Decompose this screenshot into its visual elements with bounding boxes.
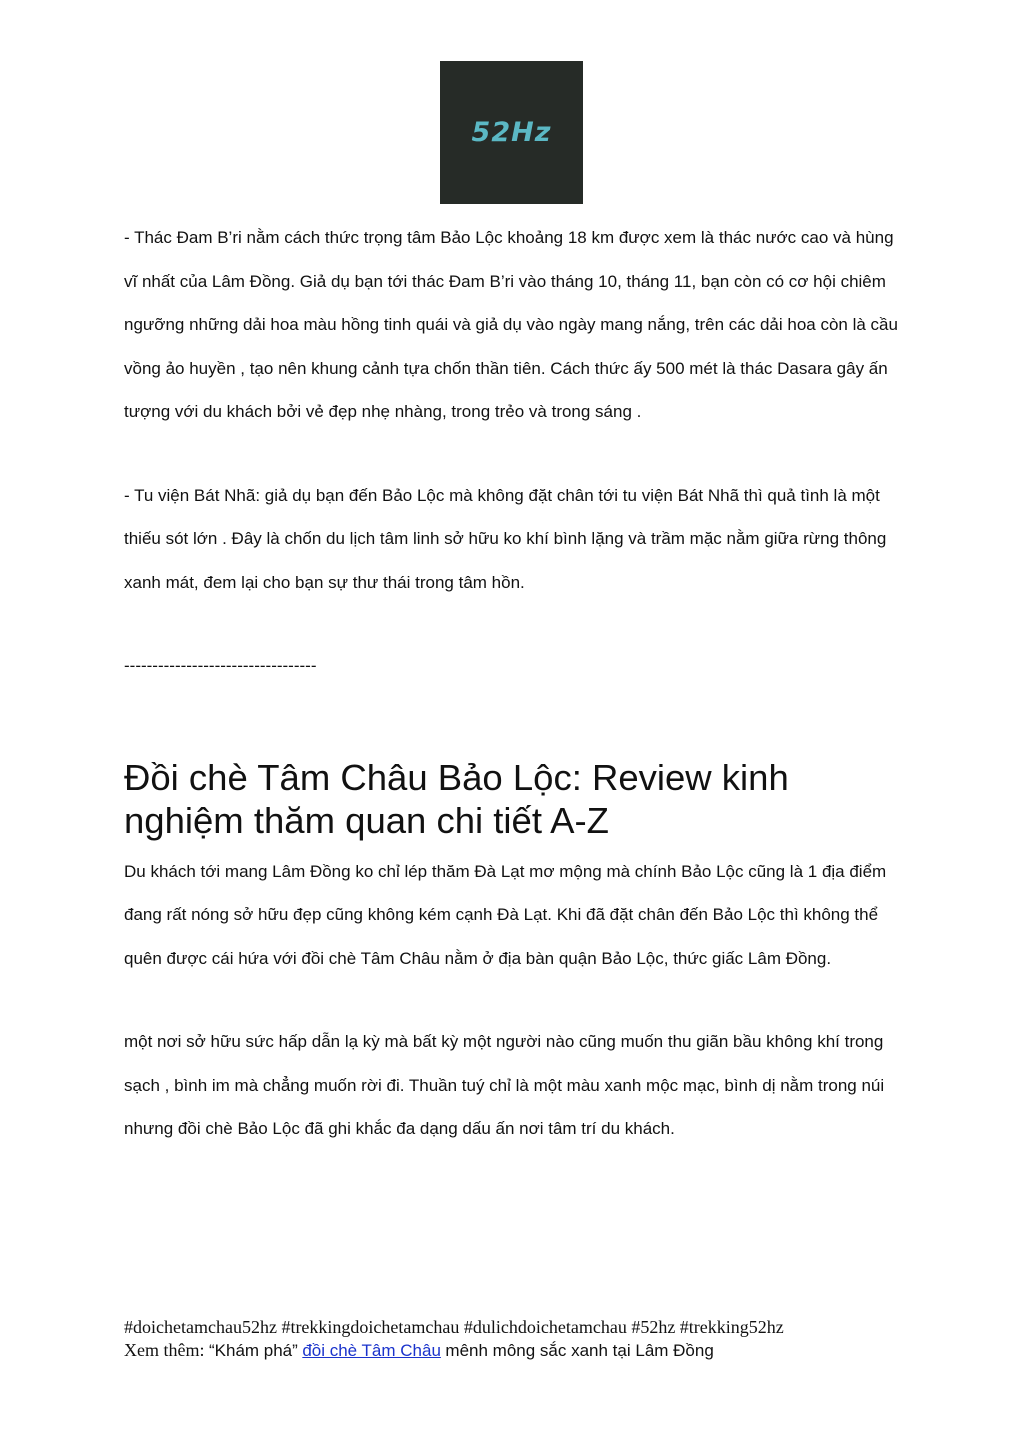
paragraph-intro: Du khách tới mang Lâm Đồng ko chỉ lép thăm Đà Lạt mơ mộng mà chính Bảo Lộc cũng là 1 địa điểm đang rất nóng sở hữu đẹp cũng không kém cạnh Đà Lạt. Khi đã đặt chân đến Bảo Lộc thì không thể quên được cái hứa với đồi chè Tâm Châu nằm ở địa bàn quận Bảo Lộc, thức giấc Lâm Đồng. [124,861,887,968]
paragraph-description: một nơi sở hữu sức hấp dẫn lạ kỳ mà bất kỳ một người nào cũng muốn thu giãn bầu không khí trong sạch , bình im mà chẳng muốn rời đi. Thuần tuý chỉ là một màu xanh mộc mạc, bình dị nằm trong núi nhưng đồi chè Bảo Lộc đã ghi khắc đa dạng dấu ấn nơi tâm trí du khách. [124,1032,885,1138]
footer [124,1316,904,1362]
logo [440,61,583,204]
article-heading: Đồi chè Tâm Châu Bảo Lộc: Review kinh nghiệm thăm quan chi tiết A-Z [124,756,789,841]
document-body [124,216,904,1151]
paragraph-dam-bri: - Thác Đam B’ri nằm cách thức trọng tâm Bảo Lộc khoảng 18 km được xem là thác nước cao và hùng vĩ nhất của Lâm Đồng. Giả dụ bạn tới thác Đam B’ri vào tháng 10, tháng 11, bạn còn có cơ hội chiêm ngưỡng những dải hoa màu hồng tinh quái và giả dụ vào ngày mang nắng, trên các dải hoa còn là cầu vồng ảo huyền , tạo nên khung cảnh tựa chốn thần tiên. Cách thức ấy 500 mét là thác Dasara gây ấn tượng với du khách bởi vẻ đẹp nhẹ nhàng, trong trẻo và trong sáng . [124,228,898,421]
doi-che-tam-chau-link[interactable]: đồi chè Tâm Châu [302,1341,441,1360]
paragraph-gap [124,980,904,1020]
section-gap [124,688,904,756]
separator-line: ---------------------------------- [124,656,317,675]
see-more-quote: “Khám phá” [208,1341,298,1360]
paragraph-gap [124,604,904,644]
see-more-line [124,1339,904,1362]
paragraph-bat-nha: - Tu viện Bát Nhã: giả dụ bạn đến Bảo Lộc mà không đặt chân tới tu viện Bát Nhã thì quả tình là một thiếu sót lớn . Đây là chốn du lịch tâm linh sở hữu ko khí bình lặng và trầm mặc nằm giữa rừng thông xanh mát, đem lại cho bạn sự thư thái trong tâm hồn. [124,485,887,592]
hashtags: #doichetamchau52hz #trekkingdoichetamchau #dulichdoichetamchau #52hz #trekking52hz [124,1317,784,1337]
logo-text: 52Hz [471,117,552,148]
heading-gap [124,842,904,850]
paragraph-gap [124,434,904,474]
see-more-prefix: Xem thêm: [124,1340,205,1360]
see-more-suffix: mênh mông sắc xanh tại Lâm Đồng [445,1341,714,1360]
